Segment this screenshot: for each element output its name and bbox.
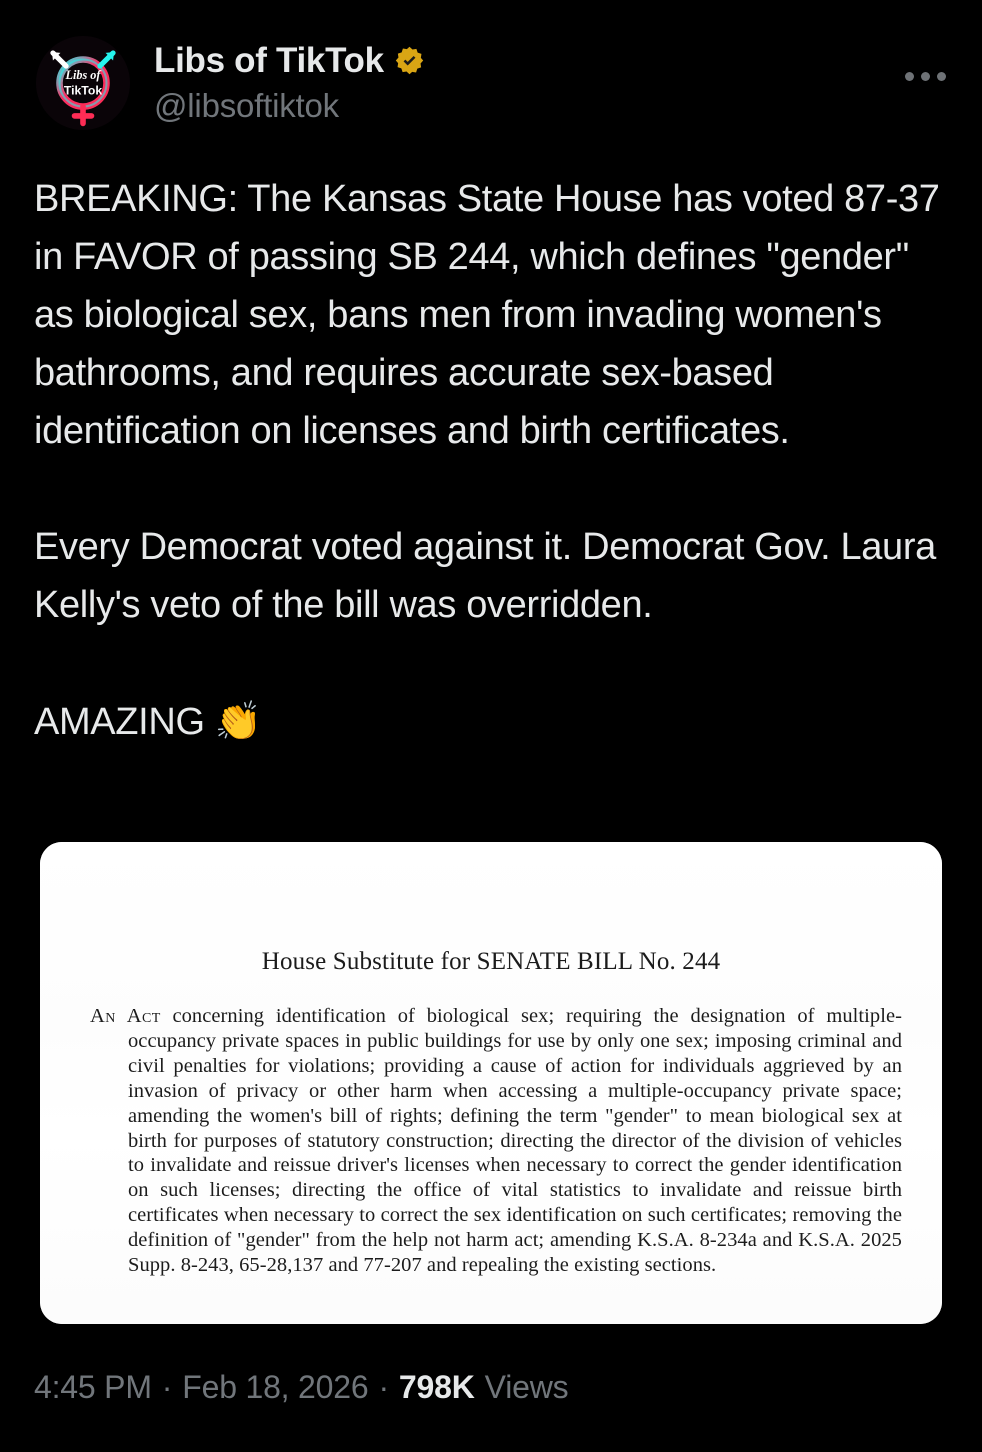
verified-badge-icon xyxy=(394,45,425,76)
more-dot xyxy=(937,72,946,81)
more-options-button[interactable] xyxy=(896,56,954,96)
footer-separator: · xyxy=(378,1369,389,1405)
document-act-label: An Act xyxy=(90,1005,161,1027)
account-handle[interactable]: @libsoftiktok xyxy=(154,87,339,124)
document-title: House Substitute for SENATE BILL No. 244 xyxy=(261,948,721,975)
clapping-hands-emoji: 👏 xyxy=(214,699,262,743)
views-label: Views xyxy=(484,1369,569,1405)
document-page xyxy=(40,842,942,1324)
document-act-text: concerning identification of biological sex; requiring the designation of multiple-occupancy private spaces in public buildings for use by only one sex; imposing criminal and civil penalties for violations; providing a cause of action for individuals aggrieved by an invasion of privacy or other harm when accessing a multiple-occupancy private space; amending the women's bill of rights; defining the term "gender" to mean biological sex at birth for purposes of statutory construction; directing the director of the division of vehicles to invalidate and reissue driver's licenses when necessary to correct the gender identification on such licenses; directing the office of vital statistics to invalidate and reissue birth certificates when necessary to correct the sex identification on such certificates; removing the definition of "gender" from the help not harm act; amending K.S.A. 8-234a and K.S.A. 2025 Supp. 8-243, 65-28,137 and 77-207 and repealing the existing sections. xyxy=(128,1005,902,1277)
tweet-footer xyxy=(34,1368,568,1406)
document-paragraph xyxy=(90,1004,902,1278)
tweet-header xyxy=(36,36,954,144)
svg-text:TikTok: TikTok xyxy=(63,83,103,98)
account-identity xyxy=(154,36,425,126)
avatar-image xyxy=(36,36,130,130)
more-dot xyxy=(921,72,930,81)
tweet-time: 4:45 PM xyxy=(34,1369,152,1405)
document-body xyxy=(90,1004,902,1278)
avatar[interactable] xyxy=(36,36,130,130)
more-dot xyxy=(905,72,914,81)
tweet-date: Feb 18, 2026 xyxy=(182,1369,369,1405)
display-name[interactable]: Libs of TikTok xyxy=(154,40,384,80)
tweet-text xyxy=(34,170,942,751)
tweet-text-body: BREAKING: The Kansas State House has voted 87-37 in FAVOR of passing SB 244, which defines "gender" as biological sex, bans men from invading women's bathrooms, and requires accurate sex-based identification on licenses and birth certificates. Every Democrat voted against it. Democrat Gov. Laura Kelly's veto of the bill was overridden. AMAZING xyxy=(34,178,940,743)
attached-document-card[interactable] xyxy=(40,842,942,1324)
display-name-row xyxy=(154,38,425,82)
svg-text:Libs of: Libs of xyxy=(65,68,101,83)
footer-separator: · xyxy=(161,1369,173,1405)
views-count: 798K xyxy=(398,1369,475,1405)
